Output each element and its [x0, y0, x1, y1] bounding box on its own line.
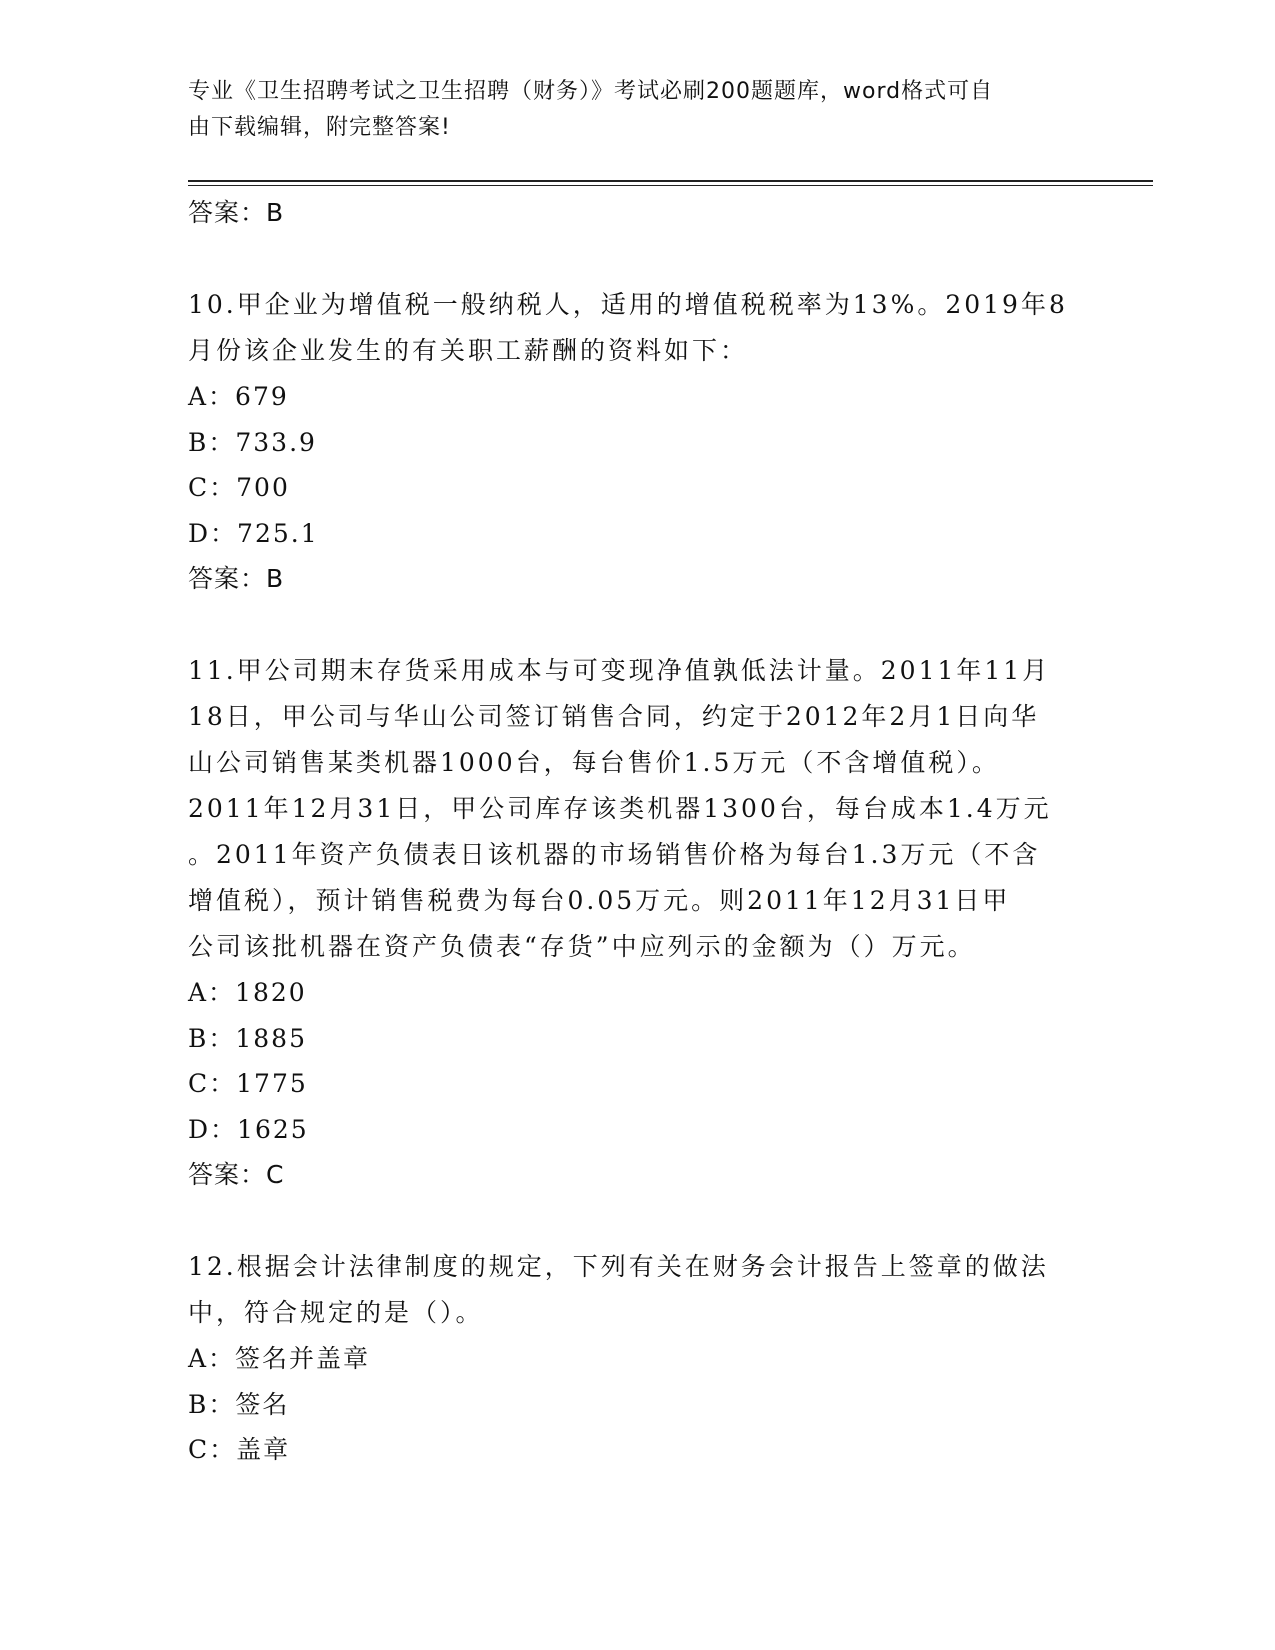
header-line: 由下载编辑，附完整答案! [188, 115, 451, 140]
question-list [188, 190, 1088, 1473]
header-rule-thin [188, 185, 1153, 186]
answer-line: 答案：B [188, 564, 285, 593]
option-c: C：1775 [188, 1069, 308, 1098]
stem-line: 18日，甲公司与华山公司签订销售合同，约定于2012年2月1日向华 [188, 702, 1040, 731]
header-rule-thick [188, 180, 1153, 182]
stem-line: 。2011年资产负债表日该机器的市场销售价格为每台1.3万元（不含 [188, 840, 1041, 869]
question-item [188, 1244, 1088, 1473]
option-a: A：签名并盖章 [188, 1344, 371, 1373]
stem-line: 10.甲企业为增值税一般纳税人，适用的增值税税率为13%。2019年8 [188, 290, 1068, 319]
stem-line: 山公司销售某类机器1000台，每台售价1.5万元（不含增值税）。 [188, 748, 1000, 777]
stem-line: 中，符合规定的是（）。 [188, 1298, 484, 1327]
stem-line: 公司该批机器在资产负债表“存货”中应列示的金额为（）万元。 [188, 932, 976, 961]
option-c: C：700 [188, 473, 290, 502]
option-a: A：679 [188, 382, 289, 411]
header-line: 专业《卫生招聘考试之卫生招聘（财务）》考试必刷200题题库，word格式可自 [188, 79, 994, 104]
question-item [188, 282, 1088, 601]
question-stem [188, 648, 1088, 970]
option-d: D：725.1 [188, 518, 319, 548]
option-b: B：1885 [188, 1023, 307, 1053]
option-d: D：1625 [188, 1114, 309, 1144]
answer-line: 答案：B [188, 198, 285, 227]
stem-line: 月份该企业发生的有关职工薪酬的资料如下： [188, 336, 749, 365]
stem-line: 11.甲公司期末存货采用成本与可变现净值孰低法计量。2011年11月 [188, 656, 1051, 685]
stem-line: 增值税），预计销售税费为每台0.05万元。则2011年12月31日甲 [188, 886, 1011, 915]
question-item [188, 648, 1088, 1197]
question-stem [188, 1244, 1088, 1336]
option-a: A：1820 [188, 978, 307, 1007]
document-header [188, 74, 1068, 146]
option-c: C：盖章 [188, 1435, 291, 1464]
option-b: B：签名 [188, 1389, 290, 1419]
stem-line: 2011年12月31日，甲公司库存该类机器1300台，每台成本1.4万元 [188, 794, 1052, 823]
option-b: B：733.9 [188, 427, 317, 457]
answer-line: 答案：C [188, 1160, 285, 1189]
stem-line: 12.根据会计法律制度的规定，下列有关在财务会计报告上签章的做法 [188, 1252, 1049, 1281]
question-stem [188, 282, 1088, 374]
